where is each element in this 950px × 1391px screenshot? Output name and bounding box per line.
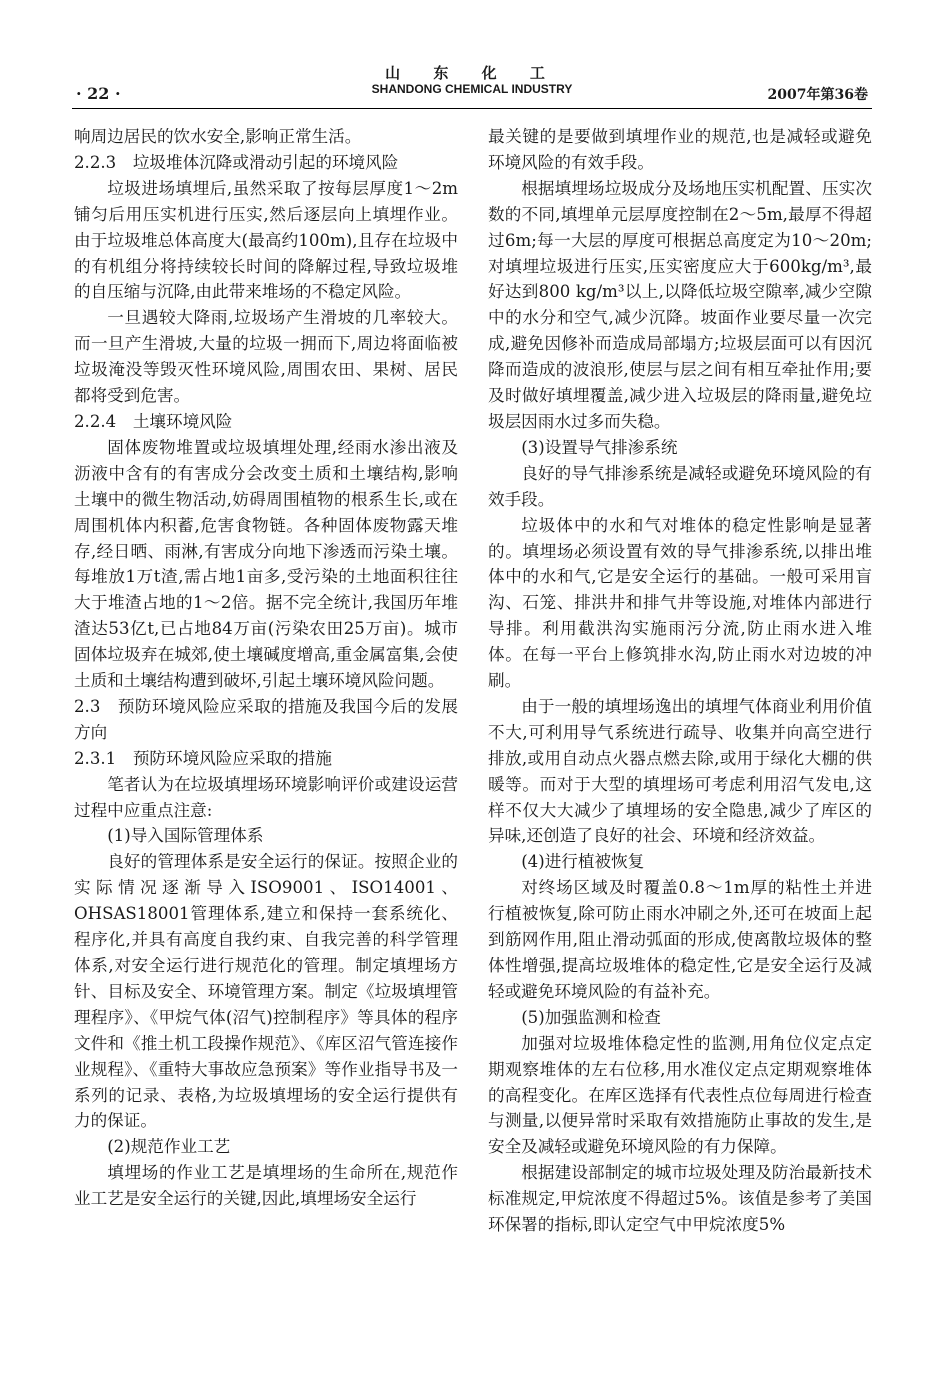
page-header bbox=[72, 62, 872, 106]
journal-title bbox=[72, 64, 872, 96]
paragraph: 根据填埋场垃圾成分及场地压实机配置、压实次数的不同,填埋单元层厚度控制在2～5m,最厚不得超过6m;每一大层的厚度可根据总高度定为10～20m;对填埋垃圾进行压实,压实密度应大于600kg/m³,最好达到800 kg/m³以上,以降低垃圾空隙率,减少空隙中的水分和空气,减少沉降。坡面作业要尽量一次完成,避免因修补而造成局部塌方;垃圾层面可以有因沉降而造成的波浪形,使层与层之间有相互牵扯作用;要及时做好填埋覆盖,减少进入垃圾层的降雨量,避免垃圾层因雨水过多而失稳。 bbox=[488, 178, 872, 431]
section-heading-2-3-1: 2.3.1 预防环境风险应采取的措施 bbox=[74, 748, 332, 768]
section-heading-2-2-3: 2.2.3 垃圾堆体沉降或滑动引起的环境风险 bbox=[74, 152, 399, 172]
paragraph-continuation: 最关键的是要做到填埋作业的规范,也是减轻或避免环境风险的有效手段。 bbox=[488, 127, 872, 172]
right-column bbox=[488, 124, 872, 1238]
subheading-4: (4)进行植被恢复 bbox=[521, 852, 645, 872]
subheading-5: (5)加强监测和检查 bbox=[521, 1007, 661, 1027]
subheading-1: (1)导入国际管理体系 bbox=[107, 826, 264, 846]
header-rule bbox=[72, 108, 872, 109]
volume-info: 2007年第36卷 bbox=[767, 87, 868, 103]
paragraph: 笔者认为在垃圾填埋场环境影响评价或建设运营过程中应重点注意: bbox=[74, 774, 458, 820]
page-number: · 22 · bbox=[76, 84, 121, 103]
left-column bbox=[74, 124, 458, 1212]
paragraph-continuation: 响周边居民的饮水安全,影响正常生活。 bbox=[74, 127, 362, 146]
section-heading-2-3: 2.3 预防环境风险应采取的措施及我国今后的发展方向 bbox=[74, 696, 458, 742]
subheading-2: (2)规范作业工艺 bbox=[107, 1137, 231, 1157]
paragraph: 良好的管理体系是安全运行的保证。按照企业的实际情况逐渐导入ISO9001、ISO14001、OHSAS18001管理体系,建立和保持一套系统化、程序化,并具有高度自我约束、自我完善的科学管理体系,对安全运行进行规范化的管理。制定填埋场方针、目标及安全、环境管理方案。制定《垃圾填埋管理程序》、《甲烷气体(沼气)控制程序》等具体的程序文件和《推土机工段操作规范》、《库区沼气管连接作业规程》、《重特大事故应急预案》等作业指导书及一系列的记录、表格,为垃圾填埋场的安全运行提供有力的保证。 bbox=[74, 852, 458, 1131]
journal-title-en: SHANDONG CHEMICAL INDUSTRY bbox=[371, 82, 573, 96]
paragraph: 垃圾进场填埋后,虽然采取了按每层厚度1～2m铺匀后用压实机进行压实,然后逐层向上填埋作业。由于垃圾堆总体高度大(最高约100m),且存在垃圾中的有机组分将持续较长时间的降解过程,导致垃圾堆的自压缩与沉降,由此带来堆场的不稳定风险。 bbox=[74, 178, 458, 302]
paragraph: 一旦遇较大降雨,垃圾场产生滑坡的几率较大。而一旦产生滑坡,大量的垃圾一拥而下,周边将面临被垃圾淹没等毁灭性环境风险,周围农田、果树、居民都将受到危害。 bbox=[74, 308, 458, 406]
paragraph: 根据建设部制定的城市垃圾处理及防治最新技术标准规定,甲烷浓度不得超过5%。该值是参考了美国环保署的指标,即认定空气中甲烷浓度5% bbox=[488, 1163, 872, 1235]
paragraph: 良好的导气排渗系统是减轻或避免环境风险的有效手段。 bbox=[488, 463, 872, 509]
paragraph: 由于一般的填埋场逸出的填埋气体商业利用价值不大,可利用导气系统进行疏导、收集并向高空进行排放,或用自动点火器点燃去除,或用于绿化大棚的供暖等。而对于大型的填埋场可考虑利用沼气发电,这样不仅大大减少了填埋场的安全隐患,减少了库区的异味,还创造了良好的社会、环境和经济效益。 bbox=[488, 696, 872, 846]
paragraph: 对终场区域及时覆盖0.8～1m厚的粘性土并进行植被恢复,除可防止雨水冲刷之外,还可在坡面上起到筋网作用,阻止滑动弧面的形成,使离散垃圾体的整体性增强,提高垃圾堆体的稳定性,它是安全运行及减轻或避免环境风险的有益补充。 bbox=[488, 878, 872, 1001]
subheading-3: (3)设置导气排渗系统 bbox=[521, 437, 678, 457]
paragraph: 加强对垃圾堆体稳定性的监测,用角位仪定点定期观察堆体的左右位移,用水准仪定点定期观察堆体的高程变化。在库区选择有代表性点位每周进行检查与测量,以便异常时采取有效措施防止事故的发生,是安全及减轻或避免环境风险的有力保障。 bbox=[488, 1033, 872, 1157]
paragraph: 固体废物堆置或垃圾填埋处理,经雨水渗出液及沥液中含有的有害成分会改变土质和土壤结构,影响土壤中的微生物活动,妨碍周围植物的根系生长,或在周围机体内积蓄,危害食物链。各种固体废物露天堆存,经日晒、雨淋,有害成分向地下渗透而污染土壤。每堆放1万t渣,需占地1亩多,受污染的土地面积往往大于堆渣占地的1～2倍。据不完全统计,我国历年堆渣达53亿t,已占地84万亩(污染农田25万亩)。城市固体垃圾弃在城郊,使土壤碱度增高,重金属富集,会使土质和土壤结构遭到破坏,引起土壤环境风险问题。 bbox=[74, 437, 458, 691]
section-heading-2-2-4: 2.2.4 土壤环境风险 bbox=[74, 411, 233, 431]
paragraph: 垃圾体中的水和气对堆体的稳定性影响是显著的。填埋场必须设置有效的导气排渗系统,以排出堆体中的水和气,它是安全运行的基础。一般可采用盲沟、石笼、排洪井和排气井等设施,对堆体内部进行导排。利用截洪沟实施雨污分流,防止雨水进入堆体。在每一平台上修筑排水沟,防止雨水对边坡的冲刷。 bbox=[488, 515, 872, 691]
journal-title-cn: 山 东 化 工 bbox=[385, 64, 559, 82]
paragraph: 填埋场的作业工艺是填埋场的生命所在,规范作业工艺是安全运行的关键,因此,填埋场安全运行 bbox=[74, 1163, 458, 1209]
